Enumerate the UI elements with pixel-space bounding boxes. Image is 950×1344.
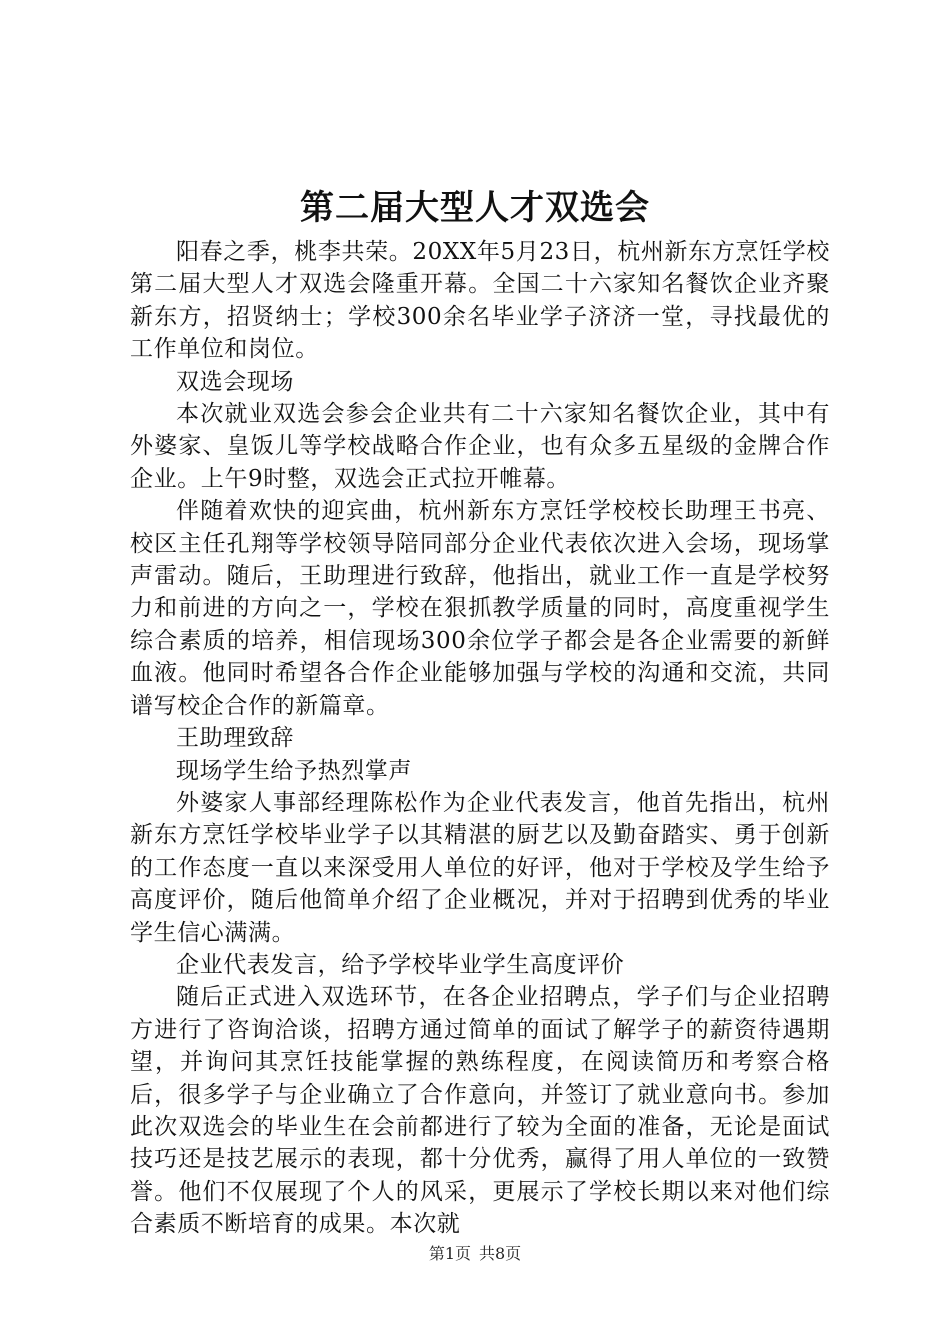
page-footer xyxy=(0,1243,950,1265)
paragraph-intro: 阳春之季，桃李共荣。20XX年5月23日，杭州新东方烹饪学校第二届大型人才双选会隆重开幕。全国二十六家知名餐饮企业齐聚新东方，招贤纳士；学校300余名毕业学子济济一堂，寻找最优的工作单位和岗位。 xyxy=(130,239,830,363)
image-caption: 王助理致辞 xyxy=(176,725,294,752)
page-number: 第1页 xyxy=(428,1244,471,1263)
document-body xyxy=(130,236,830,1241)
document-title: 第二届大型人才双选会 xyxy=(300,188,650,228)
paragraph: 外婆家人事部经理陈松作为企业代表发言，他首先指出，杭州新东方烹饪学校毕业学子以其精湛的厨艺以及勤奋踏实、勇于创新的工作态度一直以来深受用人单位的好评，他对于学校及学生给予高度评价，随后他简单介绍了企业概况，并对于招聘到优秀的毕业学生信心满满。 xyxy=(130,789,830,946)
image-caption: 企业代表发言，给予学校毕业学生高度评价 xyxy=(176,951,625,978)
paragraph: 本次就业双选会参会企业共有二十六家知名餐饮企业，其中有外婆家、皇饭儿等学校战略合作企业，也有众多五星级的金牌合作企业。上午9时整，双选会正式拉开帷幕。 xyxy=(130,401,830,492)
image-caption: 现场学生给予热烈掌声 xyxy=(176,757,412,784)
page-total: 共8页 xyxy=(479,1244,522,1263)
paragraph: 随后正式进入双选环节，在各企业招聘点，学子们与企业招聘方进行了咨询洽谈，招聘方通过简单的面试了解学子的薪资待遇期望，并询问其烹饪技能掌握的熟练程度，在阅读简历和考察合格后，很多学子与企业确立了合作意向，并签订了就业意向书。参加此次双选会的毕业生在会前都进行了较为全面的准备，无论是面试技巧还是技艺展示的表现，都十分优秀，赢得了用人单位的一致赞誉。他们不仅展现了个人的风采，更展示了学校长期以来对他们综合素质不断培育的成果。本次就 xyxy=(130,984,830,1238)
paragraph: 伴随着欢快的迎宾曲，杭州新东方烹饪学校校长助理王书亮、校区主任孔翔等学校领导陪同部分企业代表依次进入会场，现场掌声雷动。随后，王助理进行致辞，他指出，就业工作一直是学校努力和前进的方向之一，学校在狠抓教学质量的同时，高度重视学生综合素质的培养，相信现场300余位学子都会是各企业需要的新鲜血液。他同时希望各合作企业能够加强与学校的沟通和交流，共同谱写校企合作的新篇章。 xyxy=(130,498,830,719)
image-caption: 双选会现场 xyxy=(176,368,294,395)
